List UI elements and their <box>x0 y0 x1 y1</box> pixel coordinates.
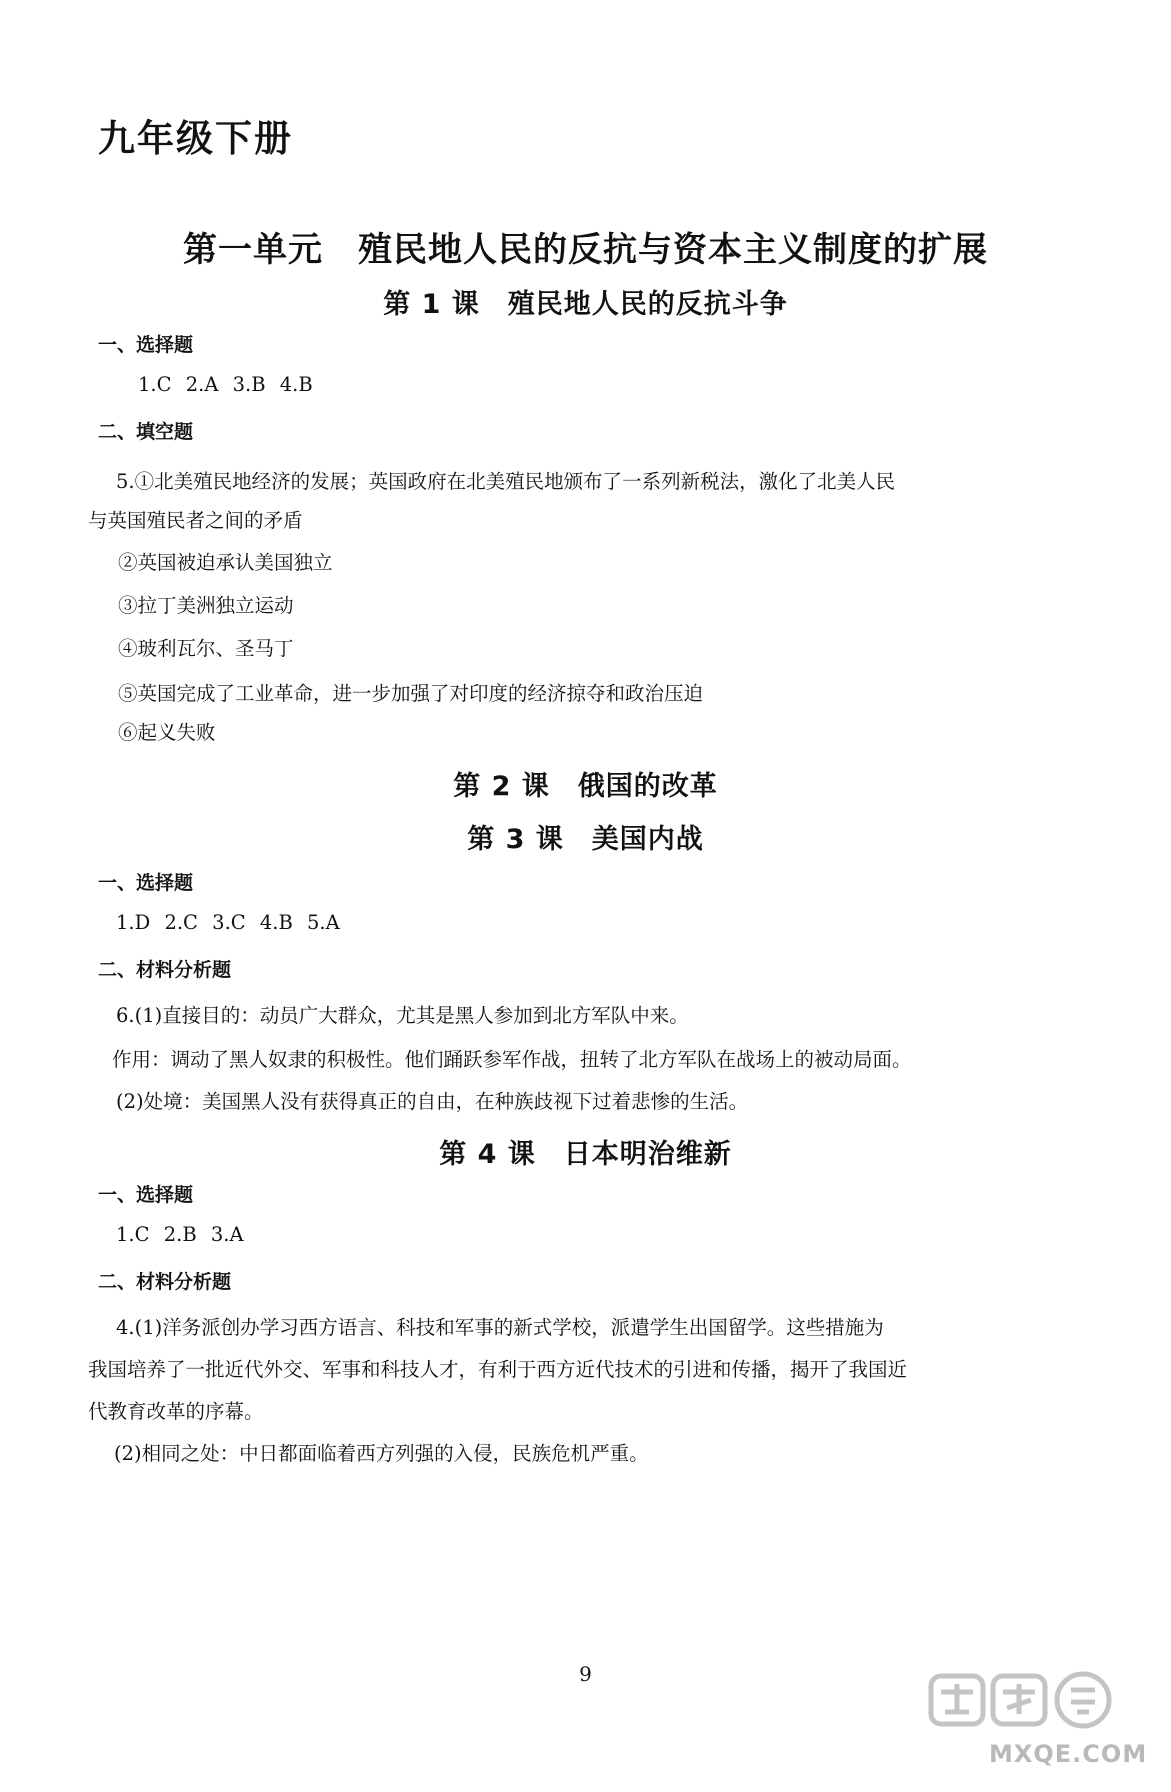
watermark-logo <box>911 1668 1148 1778</box>
lesson-3-choice-answers: 1.D 2.C 3.C 4.B 5.A <box>116 911 340 934</box>
lesson-3-title: 第 3 课 美国内战 <box>467 824 704 855</box>
lesson-1-section-fill: 二、填空题 <box>98 421 194 443</box>
lesson-3-section-material: 二、材料分析题 <box>98 959 232 981</box>
lesson-1-title: 第 1 课 殖民地人民的反抗斗争 <box>383 289 788 320</box>
lesson-1-q5-item: ③拉丁美洲独立运动 <box>118 594 294 617</box>
unit-title: 第一单元 殖民地人民的反抗与资本主义制度的扩展 <box>183 230 988 270</box>
lesson-1-q5-line-1: 5.①北美殖民地经济的发展；英国政府在北美殖民地颁布了一系列新税法，激化了北美人民 <box>116 470 896 493</box>
lesson-4-choice-answers: 1.C 2.B 3.A <box>116 1223 244 1246</box>
lesson-3-q6-line-1: 6.(1)直接目的：动员广大群众，尤其是黑人参加到北方军队中来。 <box>116 1004 689 1027</box>
lesson-1-choice-answers: 1.C 2.A 3.B 4.B <box>138 373 313 396</box>
lesson-4-section-material: 二、材料分析题 <box>98 1271 232 1293</box>
lesson-1-q5-item: ④玻利瓦尔、圣马丁 <box>118 637 294 660</box>
lesson-4-title: 第 4 课 日本明治维新 <box>439 1139 732 1170</box>
lesson-1-q5-item: ②英国被迫承认美国独立 <box>118 551 333 574</box>
page-number: 9 <box>579 1662 592 1686</box>
lesson-1-q5-item: ⑤英国完成了工业革命，进一步加强了对印度的经济掠夺和政治压迫 <box>118 682 704 705</box>
lesson-1-q5-line-2: 与英国殖民者之间的矛盾 <box>88 509 303 532</box>
lesson-4-q4-line-2: 我国培养了一批近代外交、军事和科技人才，有利于西方近代技术的引进和传播，揭开了我国近 <box>88 1358 908 1381</box>
lesson-1-section-choice: 一、选择题 <box>98 334 194 356</box>
book-title: 九年级下册 <box>98 117 293 160</box>
lesson-3-q6-line-3: (2)处境：美国黑人没有获得真正的自由，在种族歧视下过着悲惨的生活。 <box>116 1090 749 1113</box>
lesson-3-section-choice: 一、选择题 <box>98 872 194 894</box>
lesson-3-q6-line-2: 作用：调动了黑人奴隶的积极性。他们踊跃参军作战，扭转了北方军队在战场上的被动局面。 <box>112 1048 912 1071</box>
lesson-4-q4-line-1: 4.(1)洋务派创办学习西方语言、科技和军事的新式学校，派遣学生出国留学。这些措施为 <box>116 1316 884 1339</box>
lesson-2-title: 第 2 课 俄国的改革 <box>453 771 718 802</box>
lesson-4-q4-line-3: 代教育改革的序幕。 <box>88 1400 264 1423</box>
watermark-text: MXQE.COM <box>989 1740 1148 1768</box>
lesson-1-q5-item: ⑥起义失败 <box>118 721 216 744</box>
lesson-4-q4-line-4: (2)相同之处：中日都面临着西方列强的入侵，民族危机严重。 <box>114 1442 649 1465</box>
lesson-4-section-choice: 一、选择题 <box>98 1184 194 1206</box>
